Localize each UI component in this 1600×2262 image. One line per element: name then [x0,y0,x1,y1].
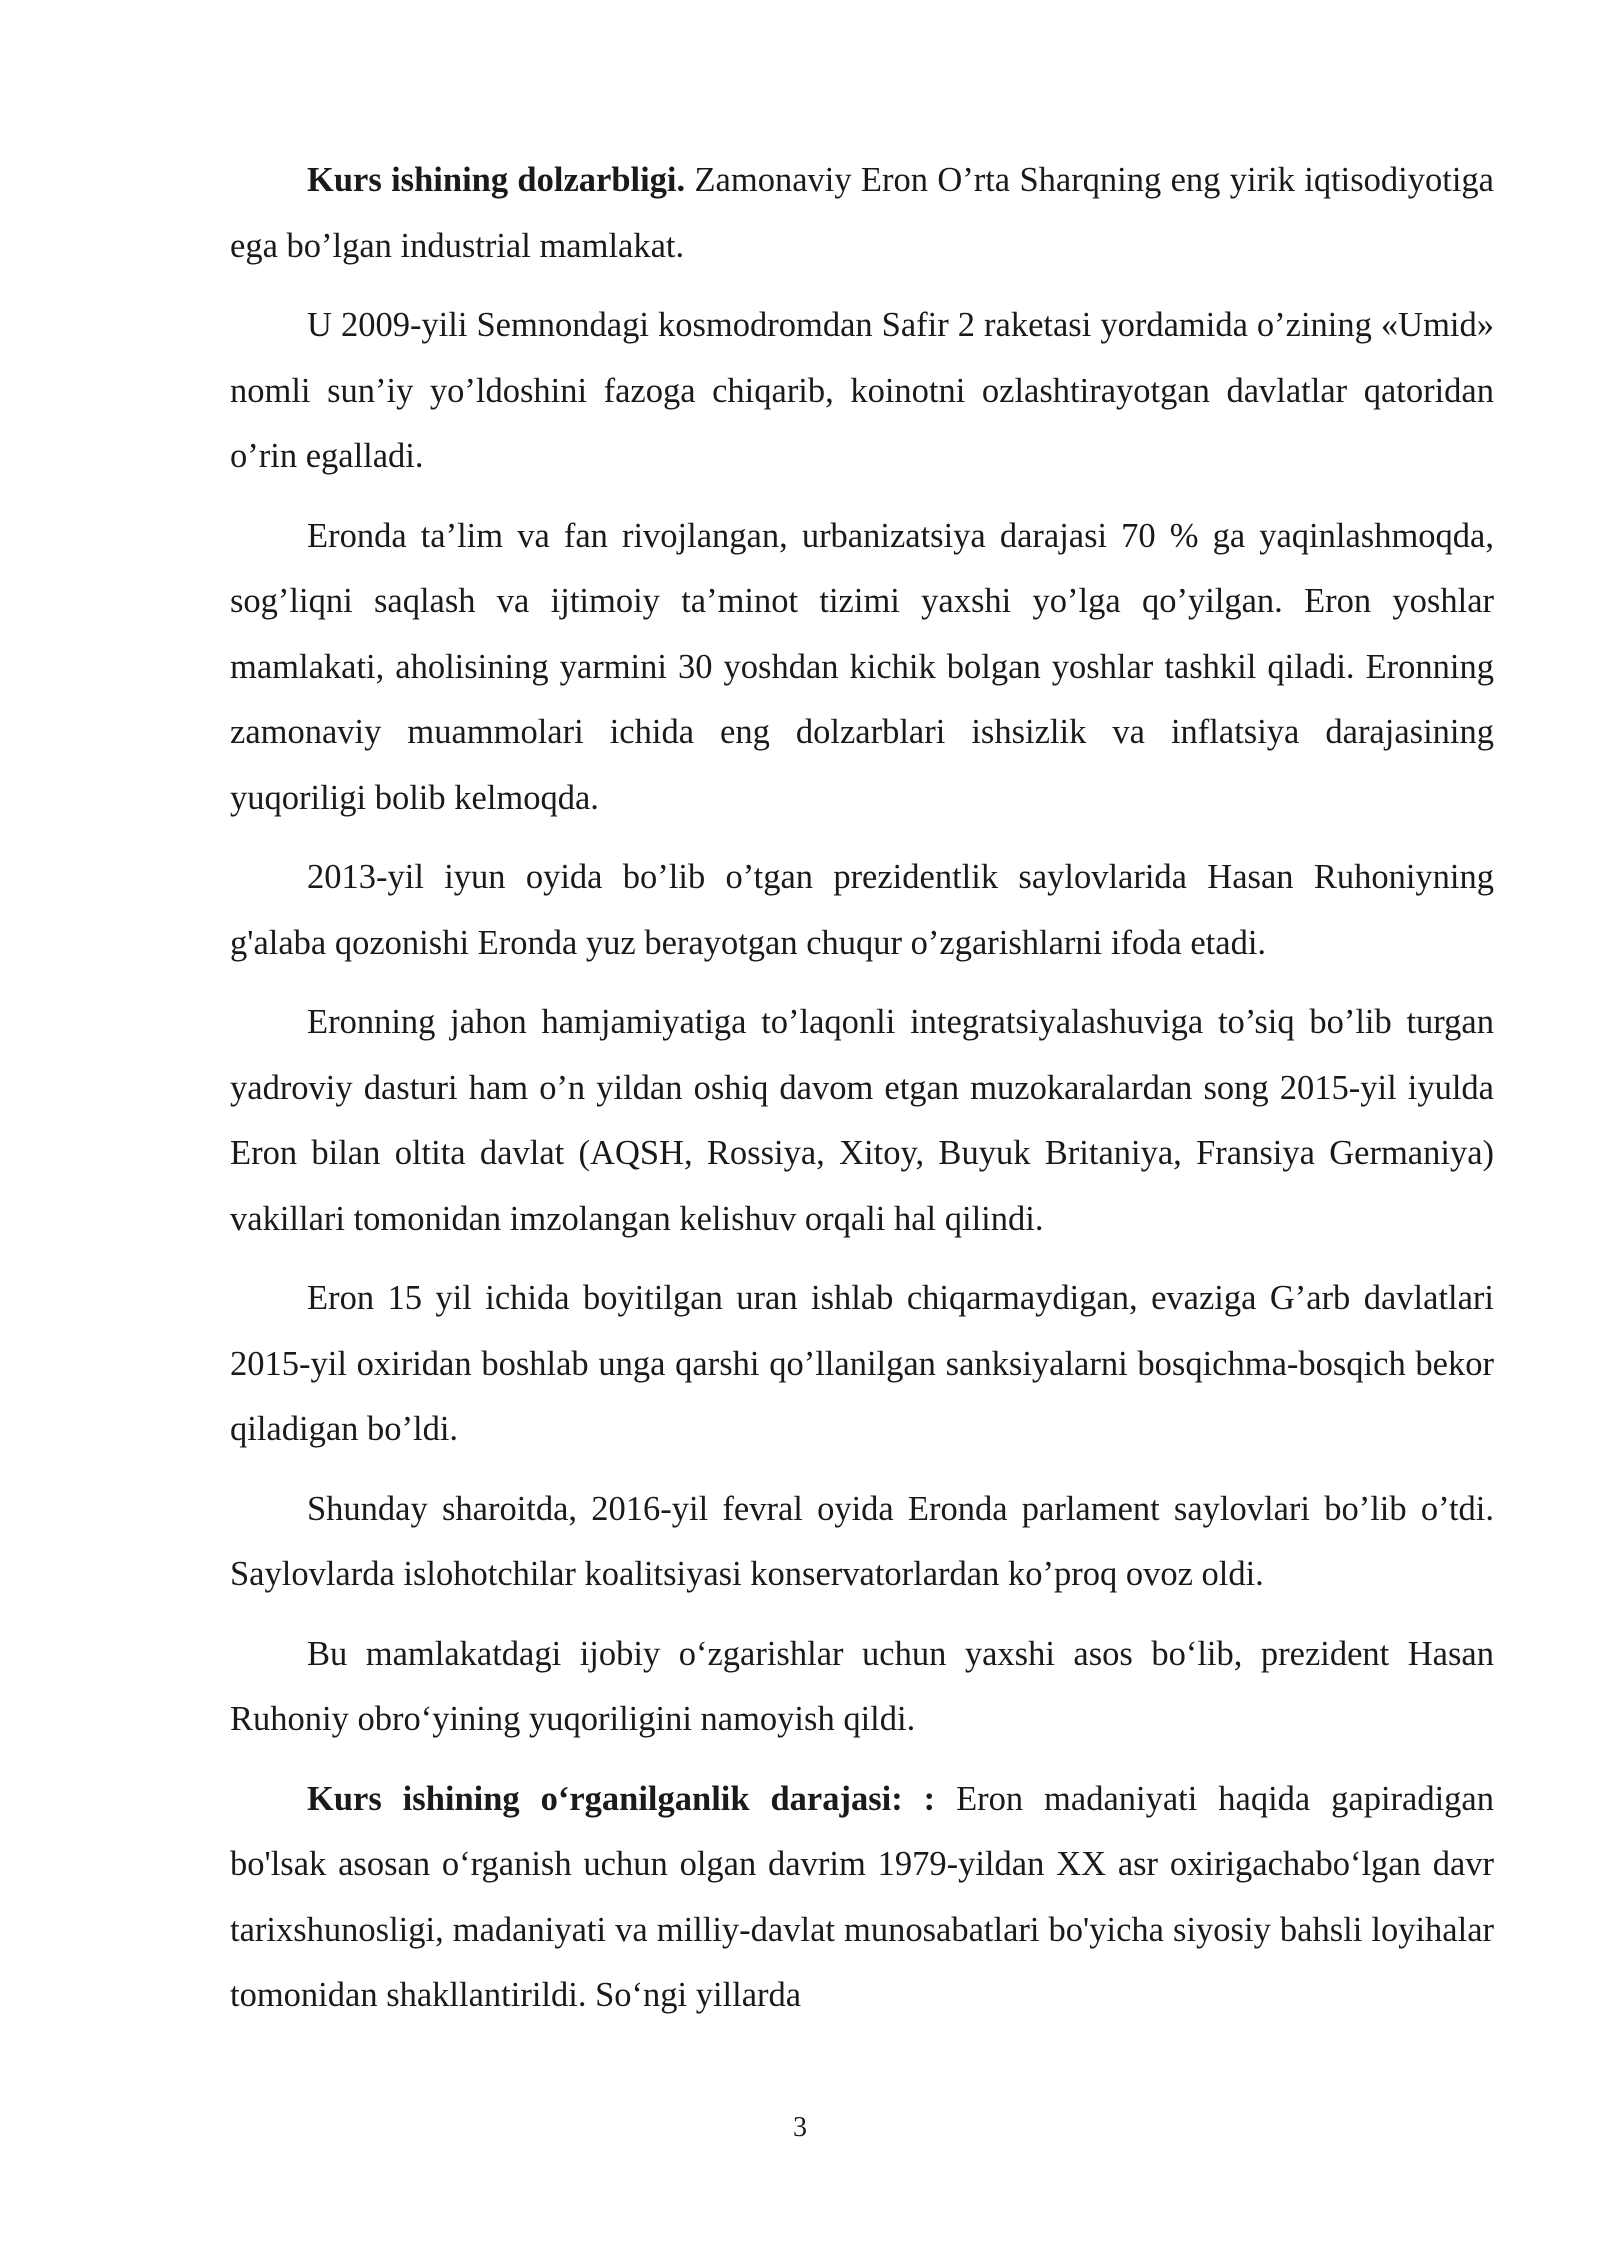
paragraph-2016-parliament [230,1477,1494,1608]
paragraph-nuclear-program [230,990,1494,1252]
document-body [230,148,1494,2043]
paragraph-heading: Kurs ishining dolzarbligi. [307,161,686,199]
paragraph-2013-elections [230,845,1494,976]
page-number: 3 [793,2112,807,2143]
paragraph-text: Eron 15 yil ichida boyitilgan uran ishlab chiqarmaydigan, evaziga G’arb davlatlari 2015-yil oxiridan boshlab unga qarshi qo’llanilgan sanksiyalarni bosqichma-bosqich bekor qiladigan bo’ldi. [230,1279,1494,1448]
paragraph-text: Eron madaniyati haqida gapiradigan bo'lsak asosan o‘rganish uchun olgan davrim 1979-yildan XX asr oxirigachabo‘lgan davr tarixshunosligi, madaniyati va milliy-davlat munosabatlari bo'yicha siyosiy bahsli loyihalar tomonidan shakllantirildi. So‘ngi yillarda [230,1779,1494,2014]
paragraph-text: Eronda ta’lim va fan rivojlangan, urbanizatsiya darajasi 70 % ga yaqinlashmoqda, sog’liqni saqlash va ijtimoiy ta’minot tizimi yaxshi yo’lga qo’yilgan. Eron yoshlar mamlakati, aholisining yarmini 30 yoshdan kichik bolgan yoshlar tashkil qiladi. Eronning zamonaviy muammolari ichida eng dolzarblari ishsizlik va inflatsiya darajasining yuqoriligi bolib kelmoqda. [230,516,1494,817]
paragraph-uranium-sanctions [230,1266,1494,1463]
paragraph-text: U 2009-yili Semnondagi kosmodromdan Safir 2 raketasi yordamida o’zining «Umid» nomli sun’iy yo’ldoshini fazoga chiqarib, koinotni ozlashtirayotgan davlatlar qatoridan o’rin egalladi. [230,306,1494,475]
paragraph-relevance [230,148,1494,279]
paragraph-text: Zamonaviy Eron O’rta Sharqning eng yirik iqtisodiyotiga ega bo’lgan industrial mamlakat. [230,161,1494,265]
paragraph-text: 2013-yil iyun oyida bo’lib o’tgan prezidentlik saylovlarida Hasan Ruhoniyning g'alaba qozonishi Eronda yuz berayotgan chuqur o’zgarishlarni ifoda etadi. [230,858,1494,962]
paragraph-education-science [230,504,1494,832]
paragraph-positive-changes [230,1622,1494,1753]
paragraph-study-level [230,1767,1494,2029]
paragraph-text: Shunday sharoitda, 2016-yil fevral oyida Eronda parlament saylovlari bo’lib o’tdi. Saylovlarda islohotchilar koalitsiyasi konservatorlardan ko’proq ovoz oldi. [230,1489,1494,1593]
paragraph-text: Bu mamlakatdagi ijobiy o‘zgarishlar uchun yaxshi asos bo‘lib, prezident Hasan Ruhoniy obro‘yining yuqoriligini namoyish qildi. [230,1634,1494,1738]
paragraph-umid-satellite [230,293,1494,490]
paragraph-heading: Kurs ishining o‘rganilganlik darajasi: : [307,1779,936,1818]
paragraph-text: Eronning jahon hamjamiyatiga to’laqonli integratsiyalashuviga to’siq bo’lib turgan yadroviy dasturi ham o’n yildan oshiq davom etgan muzokaralardan song 2015-yil iyulda Eron bilan oltita davlat (AQSH, Rossiya, Xitoy, Buyuk Britaniya, Fransiya Germaniya) vakillari tomonidan imzolangan kelishuv orqali hal qilindi. [230,1003,1494,1238]
